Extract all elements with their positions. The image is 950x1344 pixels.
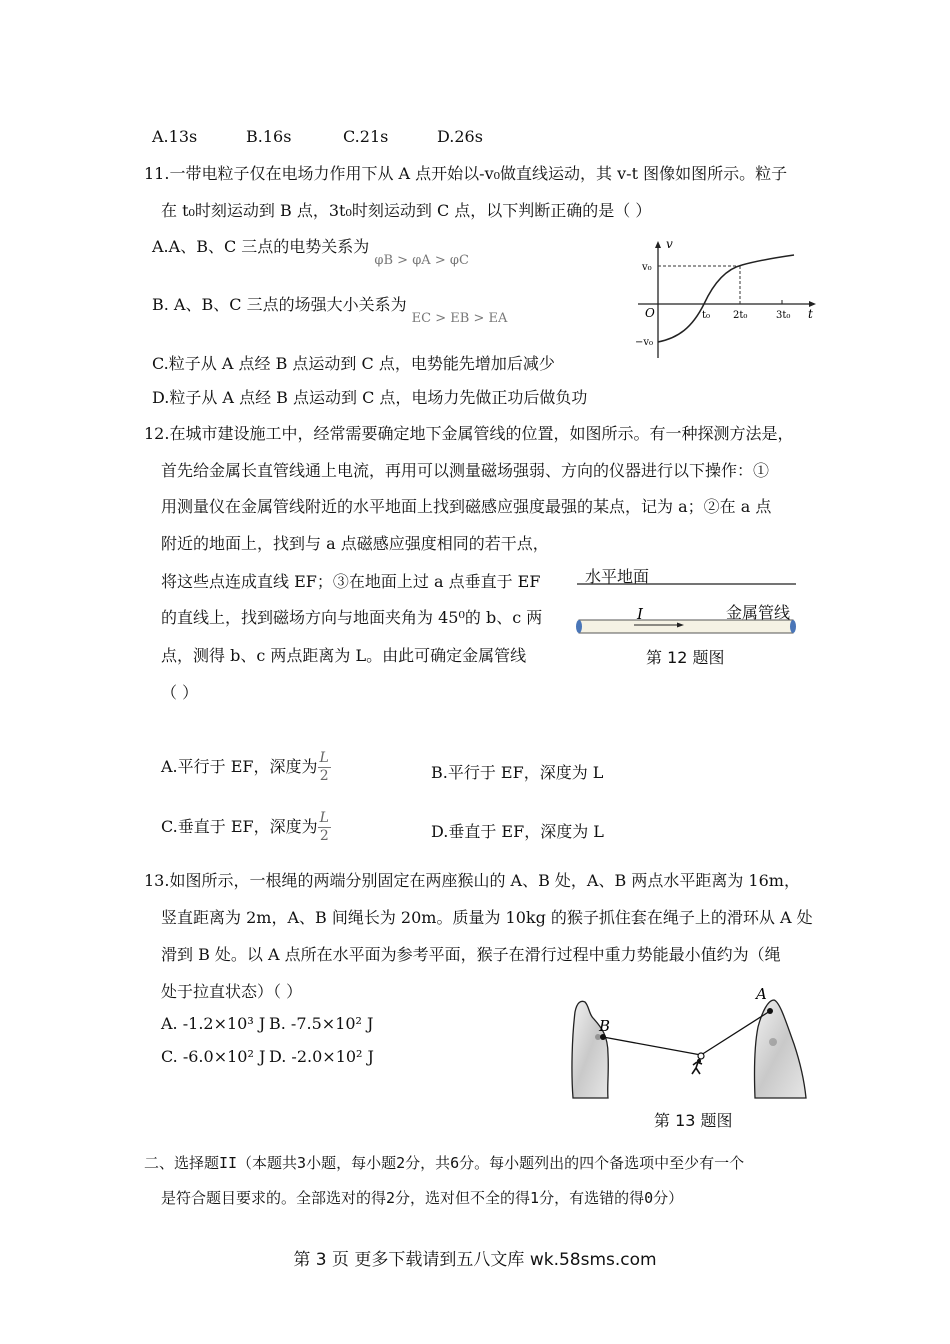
q11-stem-line1: 11.一带电粒子仅在电场力作用下从 A 点开始以-v₀做直线运动，其 v-t 图像如图所示。粒子	[144, 164, 788, 183]
q12-stem-line2: 首先给金属长直管线通上电流，再用可以测量磁场强弱、方向的仪器进行以下操作：①	[161, 461, 770, 480]
section2-heading-line1: 二、选择题II（本题共3小题，每小题2分，共6分。每小题列出的四个备选项中至少有一个	[144, 1154, 745, 1172]
q13-stem-line2: 竖直距离为 2m，A、B 间绳长为 20m。质量为 10kg 的猴子抓住套在绳子上的滑环从 A 处	[161, 908, 813, 927]
label-a: A	[756, 985, 767, 1003]
t0-label: t₀	[702, 310, 711, 321]
fraction-numerator: L	[319, 750, 329, 766]
q10-option-d: D.26s	[437, 127, 483, 146]
q13-fig-caption: 第 13 题图	[654, 1111, 733, 1130]
q11-option-b-formula: EC > EB > EA	[411, 311, 508, 326]
point-a	[767, 1008, 773, 1014]
q10-option-a: A.13s	[152, 127, 198, 146]
q12-option-a	[161, 750, 331, 785]
label-b: B	[599, 1017, 611, 1035]
q13-figure	[568, 982, 812, 1100]
vt-curve	[658, 255, 794, 342]
2t0-label: 2t₀	[733, 310, 748, 321]
q12-option-d: D.垂直于 EF，深度为 L	[431, 822, 604, 841]
q10-option-b: B.16s	[246, 127, 292, 146]
monkey-head	[697, 1059, 701, 1063]
right-mountain	[754, 1000, 806, 1098]
q12-option-c	[161, 810, 331, 845]
q11-vt-graph	[630, 238, 818, 366]
q11-stem-line2: 在 t₀时刻运动到 B 点，3t₀时刻运动到 C 点，以下判断正确的是（ ）	[161, 201, 652, 220]
q12-option-c-text: C.垂直于 EF，深度为	[161, 817, 318, 836]
q12-stem-line8: （ ）	[161, 683, 199, 702]
q12-stem-line5: 将这些点连成直线 EF；③在地面上过 a 点垂直于 EF	[161, 572, 541, 591]
slide-ring	[698, 1053, 704, 1059]
q11-option-c: C.粒子从 A 点经 B 点运动到 C 点，电势能先增加后减少	[152, 354, 555, 373]
fraction-denominator: 2	[319, 828, 329, 844]
q13-stem-line3: 滑到 B 处。以 A 点所在水平面为参考平面，猴子在滑行过程中重力势能最小值约为（绳	[161, 945, 781, 964]
rock-texture	[769, 1038, 777, 1046]
q13-option-d: D. -2.0×10² J	[269, 1047, 374, 1066]
q12-option-c-fraction	[318, 810, 331, 845]
q11-option-a-text: A.A、B、C 三点的电势关系为	[152, 237, 370, 256]
q12-option-b: B.平行于 EF，深度为 L	[431, 763, 604, 782]
current-label: I	[637, 605, 643, 623]
q13-option-b: B. -7.5×10² J	[269, 1014, 374, 1033]
q12-option-a-text: A.平行于 EF，深度为	[161, 757, 318, 776]
q11-option-d: D.粒子从 A 点经 B 点运动到 C 点，电场力先做正功后做负功	[152, 388, 588, 407]
pipe-left-end	[576, 620, 582, 633]
fraction-denominator: 2	[319, 768, 329, 784]
3t0-label: 3t₀	[776, 310, 791, 321]
page-footer: 第 3 页 更多下载请到五八文库 wk.58sms.com	[293, 1250, 657, 1270]
q12-stem-line4: 附近的地面上，找到与 a 点磁感应强度相同的若干点，	[161, 534, 549, 553]
q11-option-b-text: B. A、B、C 三点的场强大小关系为	[152, 295, 407, 314]
q13-option-c: C. -6.0×10² J	[161, 1047, 266, 1066]
v-axis-arrow-icon	[655, 241, 661, 248]
q12-stem-line3: 用测量仪在金属管线附近的水平地面上找到磁感应强度最强的某点，记为 a；②在 a 点	[161, 497, 772, 516]
q13-option-a: A. -1.2×10³ J	[161, 1014, 266, 1033]
v0-label: v₀	[642, 262, 652, 273]
left-mountain	[572, 1001, 611, 1098]
section2-heading-line2: 是符合题目要求的。全部选对的得2分，选对但不全的得1分，有选错的得0分）	[161, 1189, 684, 1207]
t-axis-label: t	[808, 307, 813, 321]
pipe-right-end	[790, 620, 796, 633]
q10-option-c: C.21s	[343, 127, 389, 146]
origin-label: O	[645, 306, 655, 320]
q12-fig-pipe-label: 金属管线	[726, 603, 791, 622]
q12-fig-caption: 第 12 题图	[646, 648, 725, 667]
q11-option-a-formula: φB > φA > φC	[374, 253, 469, 268]
q13-stem-line4: 处于拉直状态）（ ）	[161, 982, 303, 1001]
fraction-numerator: L	[319, 810, 329, 826]
q12-stem-line6: 的直线上，找到磁场方向与地面夹角为 45⁰的 b、c 两	[161, 608, 543, 627]
q13-stem-line1: 13.如图所示，一根绳的两端分别固定在两座猴山的 A、B 处，A、B 两点水平距离为 16m，	[144, 871, 800, 890]
q12-option-a-fraction	[318, 750, 331, 785]
v-axis-label: v	[666, 238, 673, 251]
q12-stem-line7: 点，测得 b、c 两点距离为 L。由此可确定金属管线	[161, 646, 527, 665]
q12-stem-line1: 12.在城市建设施工中，经常需要确定地下金属管线的位置，如图所示。有一种探测方法是，	[144, 424, 794, 443]
neg-v0-label: −v₀	[635, 337, 654, 348]
rope-b-segment	[603, 1037, 701, 1055]
q12-fig-ground-label: 水平地面	[585, 567, 650, 586]
q11-option-b	[152, 292, 508, 326]
